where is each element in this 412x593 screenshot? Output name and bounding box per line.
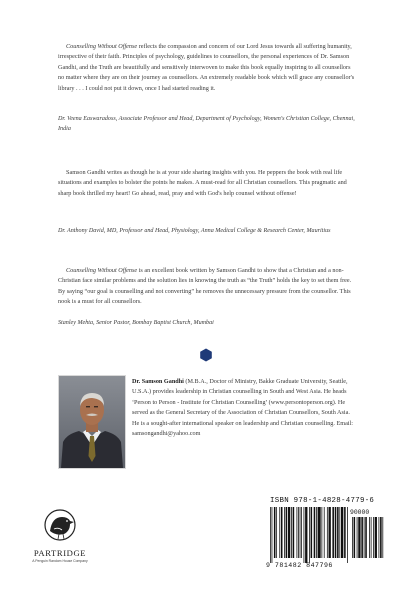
book-title-italic: Counselling Without Offense xyxy=(66,43,138,50)
hexagon-ornament-icon xyxy=(199,348,213,362)
ean-barcode-bars xyxy=(270,507,348,563)
review-paragraph-2 xyxy=(58,168,356,199)
review-attribution-1: Dr. Veena Easwaradoss, Associate Professor and Head, Department of Psychology, Women's Christian College, Chennai, India xyxy=(58,116,355,133)
isbn-number: ISBN 978-1-4828-4779-6 xyxy=(270,497,375,505)
author-bio-text: (M.B.A., Doctor of Ministry, Bakke Graduate University, Seattle, U.S.A.) provides leadership in Christian counselling in South and West Asia. He heads ‘Person to Person - Institute for Christian Counselling’ (www.persontoperson.org). He served as the General Secretary of the Association of Christian Counsellors, South Asia. He is a sought-after international speaker on leadership and Christian counselling. Email: samsongandhi@yahoo.com xyxy=(132,378,353,438)
author-portrait-photo xyxy=(58,375,126,469)
review-paragraph-1 xyxy=(58,42,356,94)
review-text-1: reflects the compassion and concern of our Lord Jesus towards all suffering humanity, irrespective of their faith. Principles of psychology, guidelines to counsellors, the personal experiences of Dr. Samson Gandhi, and the Truth are beautifully and sensitively interwoven to make this book equally inspiring to all counsellors no matter where they are on their journey as counsellors. An extremely readable book which will grace any counsellor's library . . . I could not put it down, once I had started reading it. xyxy=(58,43,355,92)
partridge-bird-logo-icon xyxy=(30,505,90,575)
review-attribution-2: Dr. Anthony David, MD, Professor and Head, Physiology, Anna Medical College & Research Center, Mauritius xyxy=(58,228,331,234)
author-name: Dr. Samson Gandhi xyxy=(132,378,184,385)
review-text-3: is an excellent book written by Samson Gandhi to show that a Christian and a non-Christian face similar problems and the solution lies in knowing the truth as “the Truth” holds the key to set them free. By saying “our goal is counselling and not converting” he removes the unnecessary pressure from the counsellor. This nook is a must for all counsellors. xyxy=(58,267,352,306)
author-bio xyxy=(132,377,356,439)
isbn-barcode xyxy=(266,496,389,574)
review-paragraph-3 xyxy=(58,266,356,308)
publisher-tagline: A Penguin Random House Company xyxy=(32,559,88,563)
review-text-2: Samson Gandhi writes as though he is at your side sharing insights with you. He peppers the book with real life situations and examples to bolster the points he makes. A must-read for all Christian counsellors. This pragmatic and sharp book thrilled my heart! Go ahead, read, pray and with God's help counsel without offense! xyxy=(58,169,347,197)
price-code: 90000 xyxy=(350,509,370,516)
ean-number: 9 781482 847796 xyxy=(266,562,333,569)
book-title-italic-2: Counselling Without Offense xyxy=(66,267,138,274)
addon-barcode-bars xyxy=(352,517,384,563)
review-attribution-3: Stanley Mehta, Senior Pastor, Bombay Baptist Church, Mumbai xyxy=(58,320,214,326)
publisher-name: PARTRIDGE xyxy=(33,548,87,558)
